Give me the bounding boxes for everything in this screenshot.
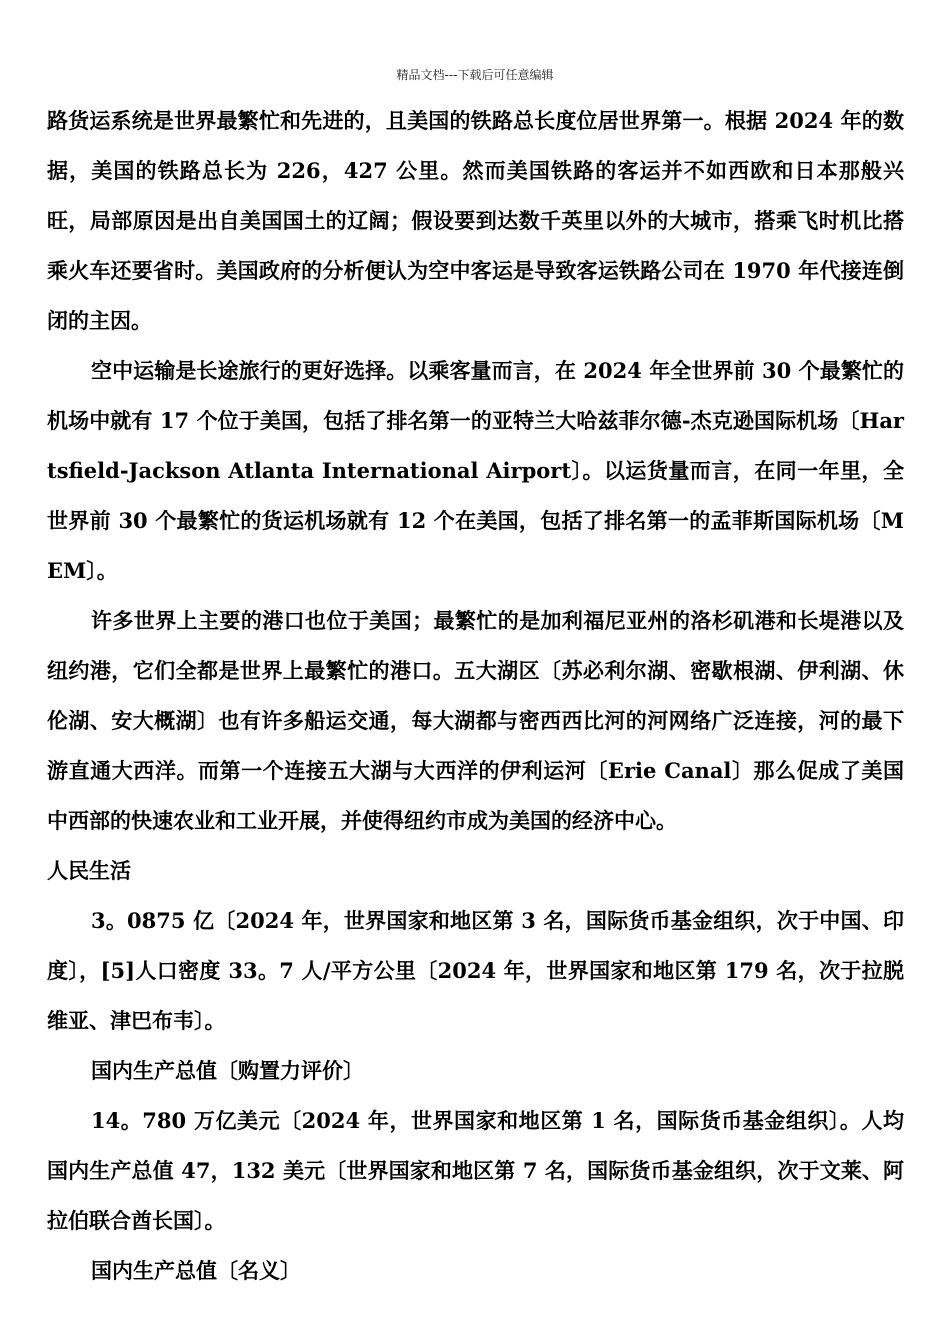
paragraph-ports: 许多世界上主要的港口也位于美国；最繁忙的是加利福尼亚州的洛杉矶港和长堤港以及纽约港，它们全都是世界上最繁忙的港口。五大湖区〔苏必利尔湖、密歇根湖、伊利湖、休伦湖、安大概湖〕也有许多船运交通，每大湖都与密西西比河的河网络广泛连接，河的最下游直通大西洋。而第一个连接五大湖与大西洋的伊利运河〔Erie Canal〕那么促成了美国中西部的快速农业和工业开展，并使得纽约市成为美国的经济中心。 <box>47 608 904 833</box>
subheading-gdp-ppp: 国内生产总值〔购置力评价〕 <box>91 1058 364 1083</box>
page-header: 精品文档---下载后可任意编辑 <box>396 68 554 82</box>
paragraph-railway: 路货运系统是世界最繁忙和先进的，且美国的铁路总长度位居世界第一。根据 2024 年的数据，美国的铁路总长为 226，427 公里。然而美国铁路的客运并不如西欧和日本那般兴旺，局部原因是出自美国国土的辽阔；假设要到达数千英里以外的大城市，搭乘飞时机比搭乘火车还要省时。美国政府的分析便认为空中客运是导致客运铁路公司在 1970 年代接连倒闭的主因。 <box>47 108 904 333</box>
paragraph-gdp-ppp: 14。780 万亿美元〔2024 年，世界国家和地区第 1 名，国际货币基金组织〕。人均国内生产总值 47，132 美元〔世界国家和地区第 7 名，国际货币基金组织，次于文莱、阿拉伯联合酋长国〕。 <box>47 1108 904 1233</box>
paragraph-population: 3。0875 亿〔2024 年，世界国家和地区第 3 名，国际货币基金组织，次于中国、印度〕，[5]人口密度 33。7 人/平方公里〔2024 年，世界国家和地区第 179 名，次于拉脱维亚、津巴布韦〕。 <box>47 908 904 1033</box>
document-body <box>47 96 904 1296</box>
subheading-gdp-nominal: 国内生产总值〔名义〕 <box>91 1258 301 1283</box>
paragraph-air-transport: 空中运输是长途旅行的更好选择。以乘客量而言，在 2024 年全世界前 30 个最繁忙的机场中就有 17 个位于美国，包括了排名第一的亚特兰大哈兹菲尔德-杰克逊国际机场〔Hartsfield-Jackson Atlanta International Airport〕。以运货量而言，在同一年里，全世界前 30 个最繁忙的货运机场就有 12 个在美国，包括了排名第一的孟菲斯国际机场〔MEM〕。 <box>47 358 904 583</box>
section-heading-people: 人民生活 <box>47 858 131 883</box>
